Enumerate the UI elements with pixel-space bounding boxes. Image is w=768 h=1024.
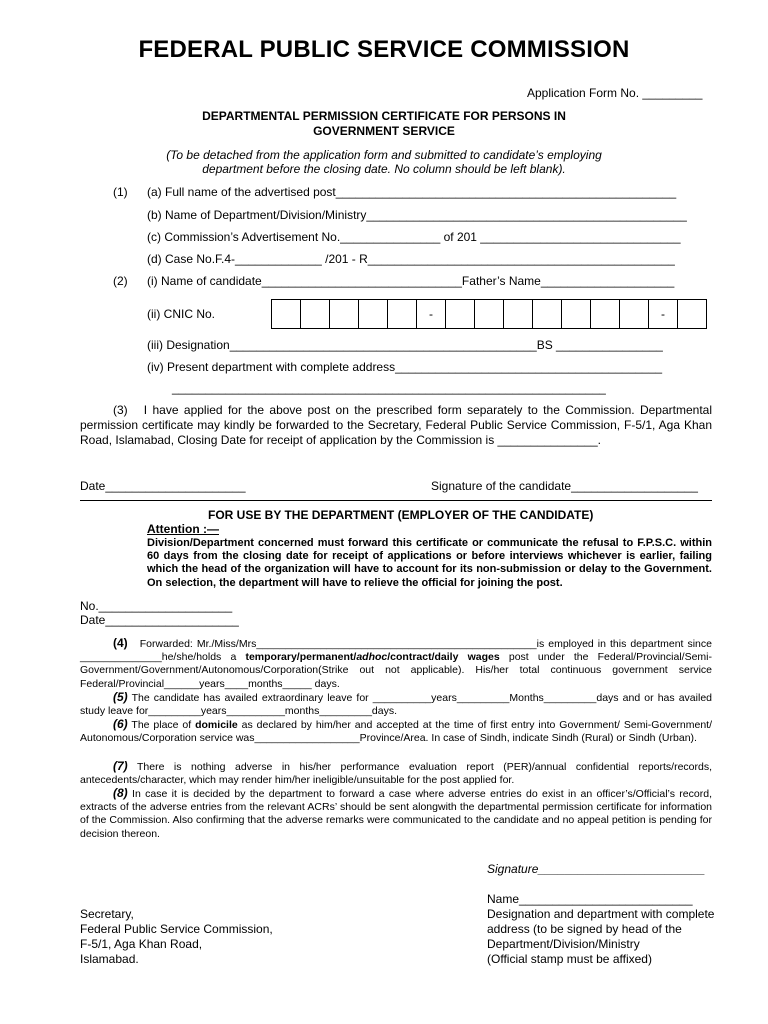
department-name-field[interactable]: (b) Name of Department/Division/Ministry________________________________________________ xyxy=(147,208,687,222)
candidate-signature-field[interactable]: Signature of the candidate___________________ xyxy=(431,479,698,493)
paragraph-7 xyxy=(80,760,712,787)
page-title: FEDERAL PUBLIC SERVICE COMMISSION xyxy=(138,36,630,63)
cnic-cell[interactable] xyxy=(301,300,330,329)
paragraph-6 xyxy=(80,718,712,745)
cnic-cell[interactable] xyxy=(678,300,707,329)
paragraph-8 xyxy=(80,787,712,841)
section-3-paragraph xyxy=(80,403,712,448)
department-name-signatory-field[interactable]: Name__________________________ xyxy=(487,892,693,906)
address-line: Islamabad. xyxy=(80,952,139,966)
advertised-post-field[interactable]: (a) Full name of the advertised post___________________________________________________ xyxy=(147,185,677,199)
section-1-number: (1) xyxy=(113,185,128,199)
designation-block xyxy=(487,907,714,967)
cnic-boxes[interactable] xyxy=(271,299,707,329)
cnic-label: (ii) CNIC No. xyxy=(147,307,215,321)
application-form-no: Application Form No. _________ xyxy=(527,86,703,100)
cnic-cell[interactable] xyxy=(591,300,620,329)
designation-field[interactable]: (iii) Designation______________________________________________BS ________________ xyxy=(147,338,663,352)
advertisement-no-field[interactable]: (c) Commission’s Advertisement No._______________ of 201 ______________________________ xyxy=(147,230,681,244)
paragraph-4-pre: Forwarded: Mr./Miss/Mrs________________________________________________is employed in this department since ______________he/she/holds a xyxy=(80,638,712,664)
present-department-field-line2[interactable]: _________________________________________________________________ xyxy=(172,381,606,395)
designation-line: Designation and department with complete xyxy=(487,907,715,921)
department-use-heading: FOR USE BY THE DEPARTMENT (EMPLOYER OF THE CANDIDATE) xyxy=(208,508,594,522)
paragraph-6-bold: domicile xyxy=(195,719,238,731)
cnic-cell[interactable]: - xyxy=(417,300,446,329)
paragraph-4-bold-italic: adhoc xyxy=(356,651,388,664)
paragraph-5 xyxy=(80,691,712,718)
address-line: Federal Public Service Commission, xyxy=(80,922,273,936)
cnic-cell[interactable] xyxy=(272,300,301,329)
paragraph-6-post: as declared by him/her and accepted at the time of first entry into Government/ Semi-Government/ Autonomous/Corporation service was__________________Province/Area. In case of Sindh, indicate Sindh (Rural) or Sindh (Urban). xyxy=(80,719,712,745)
section-3-text: I have applied for the above post on the prescribed form separately to the Commission. Departmental permission certificate may kindly be forwarded to the Secretary, Federal Public Service Commission, F-5/1, Aga Khan Road, Islamabad, Closing Date for receipt of application by the Commission is _______________. xyxy=(80,403,712,447)
number-field[interactable]: No.____________________ xyxy=(80,599,233,613)
paragraph-6-pre: The place of xyxy=(131,719,196,731)
present-department-field[interactable]: (iv) Present department with complete address________________________________________ xyxy=(147,360,663,374)
designation-line: (Official stamp must be affixed) xyxy=(487,952,652,966)
cnic-cell[interactable] xyxy=(620,300,649,329)
cnic-cell[interactable] xyxy=(330,300,359,329)
paragraph-4-bold2: /contract/daily wages xyxy=(387,651,500,664)
paragraph-5-number: (5) xyxy=(113,690,128,704)
paragraph-5-text: The candidate has availed extraordinary leave for __________years_________Months_________days and or has availed study leave for_________years__________months_________days. xyxy=(80,692,712,718)
section-2-number: (2) xyxy=(113,274,128,288)
paragraph-6-number: (6) xyxy=(113,717,128,731)
date-field[interactable]: Date_____________________ xyxy=(80,479,246,493)
address-line: Secretary, xyxy=(80,907,134,921)
date2-field[interactable]: Date____________________ xyxy=(80,613,239,627)
paragraph-7-text: There is nothing adverse in his/her performance evaluation report (PER)/annual confidential reports/records, antecedents/character, which may render him/her ineligible/unsuitable for the post applied for. xyxy=(80,761,713,787)
paragraph-8-number: (8) xyxy=(113,786,128,800)
designation-line: address (to be signed by head of the xyxy=(487,922,682,936)
secretary-address xyxy=(80,907,273,967)
paragraph-4-bold: temporary/permanent/ xyxy=(245,651,357,664)
section-3-number: (3) xyxy=(113,403,128,417)
cnic-cell[interactable] xyxy=(504,300,533,329)
paragraph-4-number: (4) xyxy=(113,636,128,650)
attention-text: Division/Department concerned must forward this certificate or communicate the refusal to F.P.S.C. within 60 days from the closing date for receipt of applications or before interviews whichever is earlier, failing which the head of the organization will have to account for its non-submission or delay to the Government. On selection, the department will have to relieve the official for joining the post. xyxy=(147,537,712,589)
cnic-cell[interactable]: - xyxy=(649,300,678,329)
candidate-name-field[interactable]: (i) Name of candidate______________________________Father’s Name____________________ xyxy=(147,274,675,288)
paragraph-8-text: In case it is decided by the department to forward a case where adverse entries do exist in an officer’s/Official’s record, extracts of the adverse entries from the relevant ACRs’ should be sent alongwith the departmental permission certificate for information of the Commission. Also confirming that the adverse remarks were communicated to the candidate and no appeal petition is pending for decision thereon. xyxy=(80,788,712,840)
attention-label: Attention :— xyxy=(147,522,219,536)
cnic-cell[interactable] xyxy=(562,300,591,329)
case-no-field[interactable]: (d) Case No.F.4-_____________ /201 - R______________________________________________ xyxy=(147,252,675,266)
cnic-cell[interactable] xyxy=(388,300,417,329)
instruction-note-line2: department before the closing date. No column should be left blank). xyxy=(202,162,566,176)
cnic-cell[interactable] xyxy=(359,300,388,329)
cnic-cell[interactable] xyxy=(533,300,562,329)
cnic-cell[interactable] xyxy=(475,300,504,329)
cnic-cell[interactable] xyxy=(446,300,475,329)
department-signature-field[interactable]: Signature_________________________ xyxy=(487,862,706,876)
paragraph-4 xyxy=(80,637,712,691)
paragraph-7-number: (7) xyxy=(113,759,128,773)
address-line: F-5/1, Aga Khan Road, xyxy=(80,937,203,951)
paragraph-4-post: post under the Federal/Provincial/Semi-Government/Government/Autonomous/Corporation(Strike out not applicable). His/her total continuous government service Federal/Provincial______years____months_____ days. xyxy=(80,651,712,690)
designation-line: Department/Division/Ministry xyxy=(487,937,640,951)
instruction-note-line1: (To be detached from the application form and submitted to candidate’s employing xyxy=(166,148,602,162)
certificate-heading-line1: DEPARTMENTAL PERMISSION CERTIFICATE FOR PERSONS IN xyxy=(202,109,566,123)
divider-line xyxy=(80,500,712,501)
certificate-heading-line2: GOVERNMENT SERVICE xyxy=(313,124,455,138)
